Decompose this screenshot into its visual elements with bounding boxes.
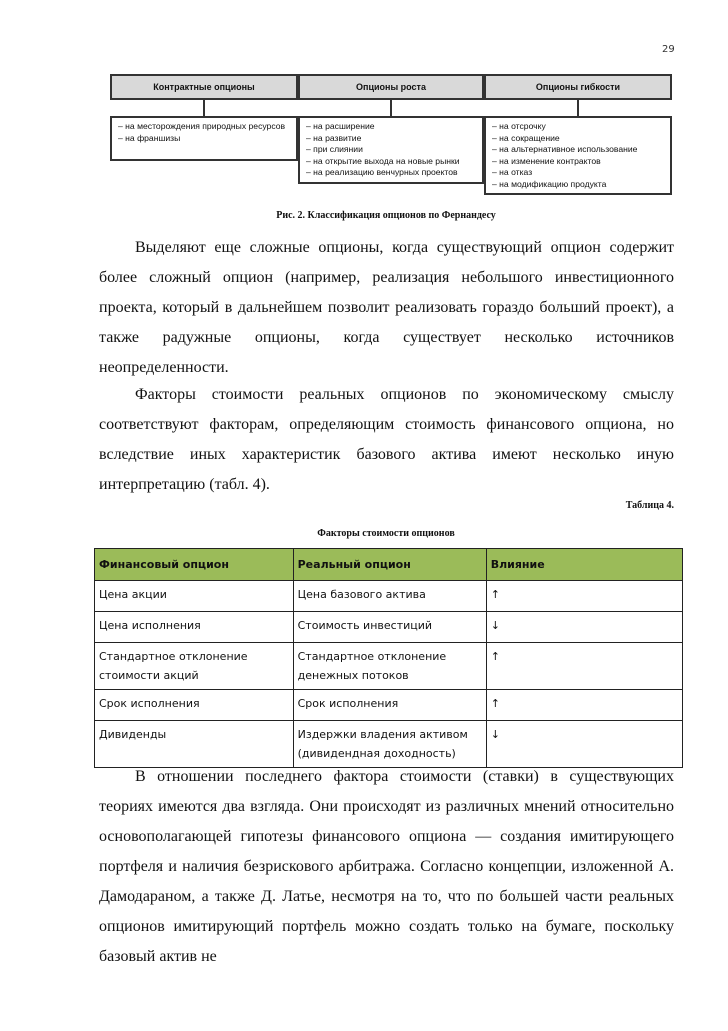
list-item: – на отказ	[492, 167, 664, 179]
table-row	[95, 612, 683, 643]
list-item: – на модификацию продукта	[492, 179, 664, 191]
list-item: – на расширение	[306, 121, 476, 133]
table-label: Таблица 4.	[625, 500, 674, 511]
column-header: Влияние	[486, 549, 682, 581]
table-cell: ↓	[486, 612, 682, 643]
list-item: – на сокращение	[492, 133, 664, 145]
table-cell: Стандартное отклонение стоимости акций	[95, 643, 294, 690]
table-header-row	[95, 549, 683, 581]
page-number: 29	[662, 44, 675, 55]
table-row	[95, 721, 683, 768]
paragraph-text: Выделяют еще сложные опционы, когда существующий опцион содержит более сложный опцион (например, реализация небольшого инвестиционного проекта, который в дальнейшем позволит реализовать гораздо больший проект), а также радужные опционы, когда существует несколько источников неопределенности.	[99, 239, 674, 376]
growth-options-list	[298, 116, 484, 184]
table-cell: Издержки владения активом (дивидендная доходность)	[293, 721, 486, 768]
category-contract-options: Контрактные опционы	[110, 74, 298, 100]
table-cell: Цена акции	[95, 581, 294, 612]
list-item: – на франшизы	[118, 133, 290, 145]
factors-table	[94, 548, 683, 768]
list-item: – на отсрочку	[492, 121, 664, 133]
list-item: – на реализацию венчурных проектов	[306, 167, 476, 179]
table-row	[95, 690, 683, 721]
figure-caption: Рис. 2. Классификация опционов по Фернандесу	[276, 210, 496, 221]
paragraph-text: Факторы стоимости реальных опционов по экономическому смыслу соответствуют факторам, определяющим стоимость финансового опциона, но вследствие иных характеристик базового актива имеют несколько иную интерпретацию (табл. 4).	[99, 386, 674, 493]
table-cell: Срок исполнения	[95, 690, 294, 721]
paragraph-text: В отношении последнего фактора стоимости (ставки) в существующих теориях имеются два взгляда. Они происходят из различных мнений относительно основополагающей гипотезы финансового опциона — создания имитирующего портфеля и наличия безрискового арбитража. Согласно концепции, изложенной А. Дамодараном, а также Д. Латье, несмотря на то, что по большей части реальных опционов имитирующий портфель можно создать только на бумаге, поскольку базовый актив не	[99, 768, 674, 965]
table-cell: ↑	[486, 643, 682, 690]
paragraph	[99, 380, 674, 500]
list-item: – на открытие выхода на новые рынки	[306, 156, 476, 168]
connector-line	[203, 100, 205, 116]
column-header: Реальный опцион	[293, 549, 486, 581]
paragraph	[99, 233, 674, 383]
table-row	[95, 643, 683, 690]
table-cell: ↑	[486, 581, 682, 612]
category-growth-options: Опционы роста	[298, 74, 484, 100]
list-item: – на изменение контрактов	[492, 156, 664, 168]
contract-options-list	[110, 116, 298, 161]
table-cell: ↓	[486, 721, 682, 768]
list-item: – на альтернативное использование	[492, 144, 664, 156]
table-title: Факторы стоимости опционов	[317, 528, 455, 539]
column-header: Финансовый опцион	[95, 549, 294, 581]
table-cell: Стоимость инвестиций	[293, 612, 486, 643]
table-cell: Стандартное отклонение денежных потоков	[293, 643, 486, 690]
classification-figure	[0, 74, 728, 194]
paragraph	[99, 762, 674, 972]
table-cell: Цена исполнения	[95, 612, 294, 643]
table-cell: Цена базового актива	[293, 581, 486, 612]
list-item: – на месторождения природных ресурсов	[118, 121, 290, 133]
list-item: – на развитие	[306, 133, 476, 145]
table-row	[95, 581, 683, 612]
table-cell: Срок исполнения	[293, 690, 486, 721]
connector-line	[390, 100, 392, 116]
table-cell: Дивиденды	[95, 721, 294, 768]
flexibility-options-list	[484, 116, 672, 195]
category-flexibility-options: Опционы гибкости	[484, 74, 672, 100]
connector-line	[577, 100, 579, 116]
table-cell: ↑	[486, 690, 682, 721]
list-item: – при слиянии	[306, 144, 476, 156]
